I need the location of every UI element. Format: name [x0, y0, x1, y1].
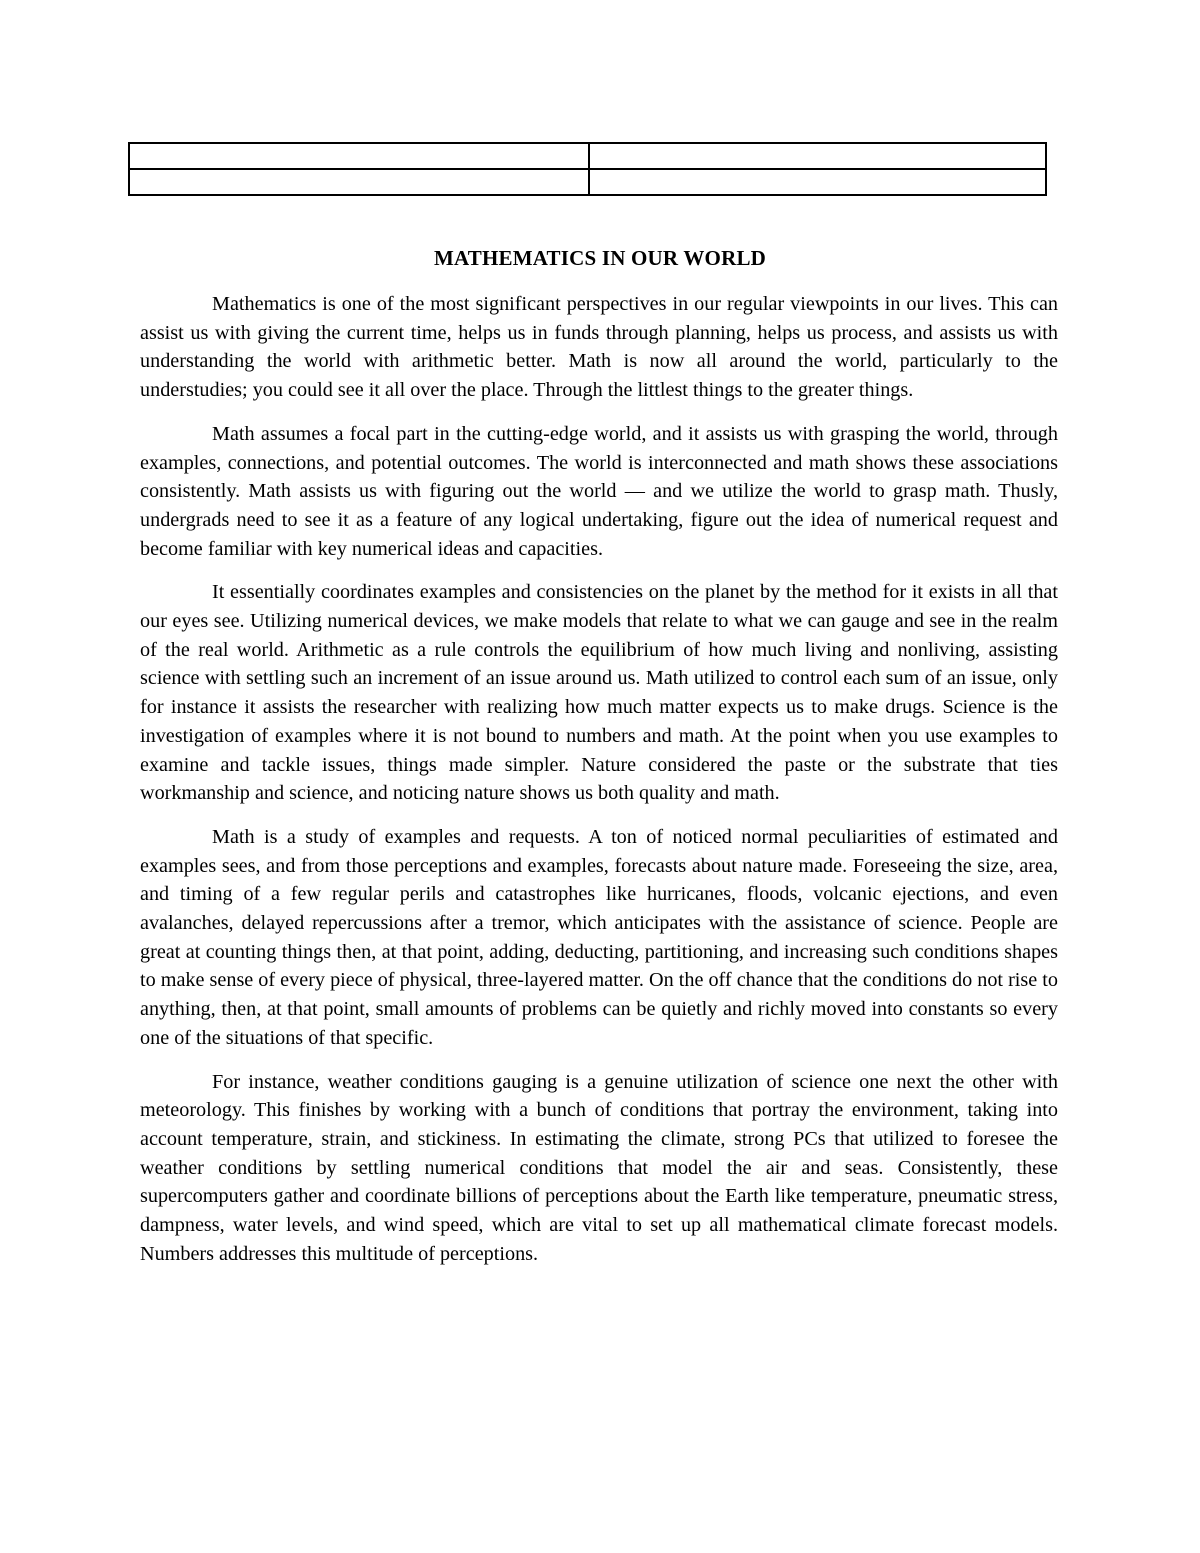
- document-body: [140, 290, 1058, 1284]
- header-table-cell: [589, 143, 1046, 169]
- header-table-cell: [129, 143, 589, 169]
- header-table-cell: [589, 169, 1046, 195]
- header-table-cell: [129, 169, 589, 195]
- header-table-row: [129, 143, 1046, 169]
- paragraph: Math is a study of examples and requests. A ton of noticed normal peculiarities of estimated and examples sees, and from those perceptions and examples, forecasts about nature made. Foreseeing the size, area, and timing of a few regular perils and catastrophes like hurricanes, floods, volcanic ejections, and even avalanches, delayed repercussions after a tremor, which anticipates with the assistance of science. People are great at counting things then, at that point, adding, deducting, partitioning, and increasing such conditions shapes to make sense of every piece of physical, three-layered matter. On the off chance that the conditions do not rise to anything, then, at that point, small amounts of problems can be quietly and richly moved into constants so every one of the situations of that specific.: [140, 825, 1058, 1049]
- paragraph: Math assumes a focal part in the cutting-edge world, and it assists us with grasping the world, through examples, connections, and potential outcomes. The world is interconnected and math shows these associations consistently. Math assists us with figuring out the world — and we utilize the world to grasp math. Thusly, undergrads need to see it as a feature of any logical undertaking, figure out the idea of numerical request and become familiar with key numerical ideas and capacities.: [140, 422, 1058, 560]
- paragraph: For instance, weather conditions gauging is a genuine utilization of science one next the other with meteorology. This finishes by working with a bunch of conditions that portray the environment, taking into account temperature, strain, and stickiness. In estimating the climate, strong PCs that utilized to foresee the weather conditions by settling numerical conditions that model the air and seas. Consistently, these supercomputers gather and coordinate billions of perceptions about the Earth like temperature, pneumatic stress, dampness, water levels, and wind speed, which are vital to set up all mathematical climate forecast models. Numbers addresses this multitude of perceptions.: [140, 1070, 1058, 1265]
- paragraph: Mathematics is one of the most significant perspectives in our regular viewpoints in our lives. This can assist us with giving the current time, helps us in funds through planning, helps us process, and assists us with understanding the world with arithmetic better. Math is now all around the world, particularly to the understudies; you could see it all over the place. Through the littlest things to the greater things.: [140, 293, 1058, 402]
- header-table-row: [129, 169, 1046, 195]
- paragraph: It essentially coordinates examples and consistencies on the planet by the method for it exists in all that our eyes see. Utilizing numerical devices, we make models that relate to what we can gauge and see in the realm of the real world. Arithmetic as a rule controls the equilibrium of how much living and nonliving, assisting science with settling such an increment of an issue around us. Math utilized to control each sum of an issue, only for instance it assists the researcher with realizing how much matter expects us to make drugs. Science is the investigation of examples where it is not bound to numbers and math. At the point when you use examples to examine and tackle issues, things made simpler. Nature considered the paste or the substrate that ties workmanship and science, and noticing nature shows us both quality and math.: [140, 581, 1058, 805]
- document-title: MATHEMATICS IN OUR WORLD: [433, 246, 767, 270]
- header-table: [128, 142, 1047, 196]
